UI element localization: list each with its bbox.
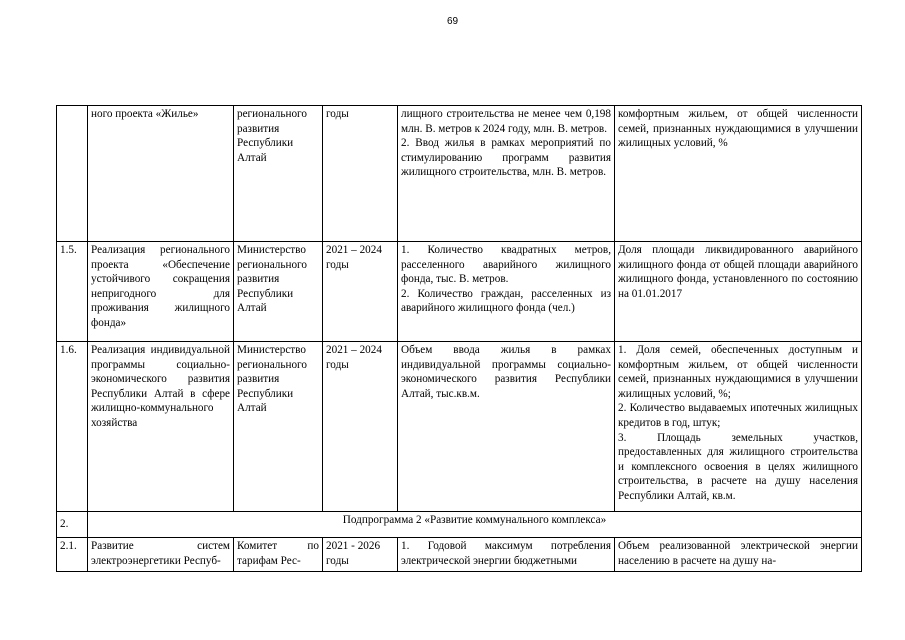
indicator-text: 2. Ввод жилья в рамках мероприятий по стимулированию программ развития жилищного строительства, млн. В. метров. [401, 137, 611, 179]
indicator-text: 2. Количество граждан, расселенных из аварийного жилищного фонда (чел.) [401, 287, 611, 315]
measure-name: Развитие систем электроэнергетики Респуб- [88, 538, 234, 572]
target-text: Доля площади ликвидированного аварийного жилищного фонда от общей площади аварийного жилищного фонда, установленного по состоянию на 01.01.2017 [618, 244, 858, 300]
measure-name: Реализация индивидуальной программы социально-экономического развития Республики Алтай в сфере жилищно-коммунального хозяйства [88, 342, 234, 512]
executor: Комитет по тарифам Рес- [234, 538, 323, 572]
indicator-text: 1. Количество квадратных метров, расселенного аварийного жилищного фонда, тыс. В. метров. [401, 244, 611, 286]
period: 2021 - 2026 годы [323, 538, 398, 572]
indicator-text: 1. Годовой максимум потребления электрической энергии бюджетными [401, 540, 611, 567]
table-row [57, 242, 862, 342]
targets-cell [615, 106, 862, 242]
period: годы [323, 106, 398, 242]
targets-cell [615, 242, 862, 342]
indicators-cell [398, 106, 615, 242]
executor: регионального развития Республики Алтай [234, 106, 323, 242]
table-row [57, 106, 862, 242]
target-text: 3. Площадь земельных участков, предоставленных для жилищного строительства и комплексного освоения в целях жилищного строительства, в расчете на душу населения Республики Алтай, кв.м. [618, 431, 858, 502]
indicator-text: лищного строительства не менее чем 0,198 млн. В. метров к 2024 году, млн. В. метров. [401, 108, 611, 135]
target-text: комфортным жильем, от общей численности семей, признанных нуждающимися в улучшении жилищных условий, % [618, 108, 858, 150]
executor: Министерство регионального развития Республики Алтай [234, 242, 323, 342]
subprogram-row [57, 512, 862, 538]
table-row [57, 538, 862, 572]
indicators-cell [398, 242, 615, 342]
row-number [57, 106, 88, 242]
indicator-text: Объем ввода жилья в рамках индивидуальной программы социально-экономического развития Республики Алтай, тыс.кв.м. [401, 344, 611, 400]
subprogram-title: Подпрограмма 2 «Развитие коммунального комплекса» [88, 512, 862, 538]
program-table [56, 105, 862, 572]
executor: Министерство регионального развития Республики Алтай [234, 342, 323, 512]
row-number: 1.5. [57, 242, 88, 342]
page-number: 69 [446, 16, 459, 27]
measure-name: Реализация регионального проекта «Обеспечение устойчивого сокращения непригодного для проживания жилищного фонда» [88, 242, 234, 342]
indicators-cell [398, 342, 615, 512]
target-text: 2. Количество выдаваемых ипотечных жилищных кредитов в год, штук; [618, 402, 858, 429]
row-number: 2.1. [57, 538, 88, 572]
targets-cell [615, 342, 862, 512]
period: 2021 – 2024 годы [323, 242, 398, 342]
target-text: Объем реализованной электрической энергии населению в расчете на душу на- [618, 540, 858, 567]
period: 2021 – 2024 годы [323, 342, 398, 512]
target-text: 1. Доля семей, обеспеченных доступным и комфортным жильем, от общей численности семей, признанных нуждающимися в улучшении жилищных условий, %; [618, 344, 858, 400]
indicators-cell [398, 538, 615, 572]
row-number: 1.6. [57, 342, 88, 512]
table-row [57, 342, 862, 512]
targets-cell [615, 538, 862, 572]
measure-name: ного проекта «Жилье» [88, 106, 234, 242]
row-number: 2. [57, 512, 88, 538]
